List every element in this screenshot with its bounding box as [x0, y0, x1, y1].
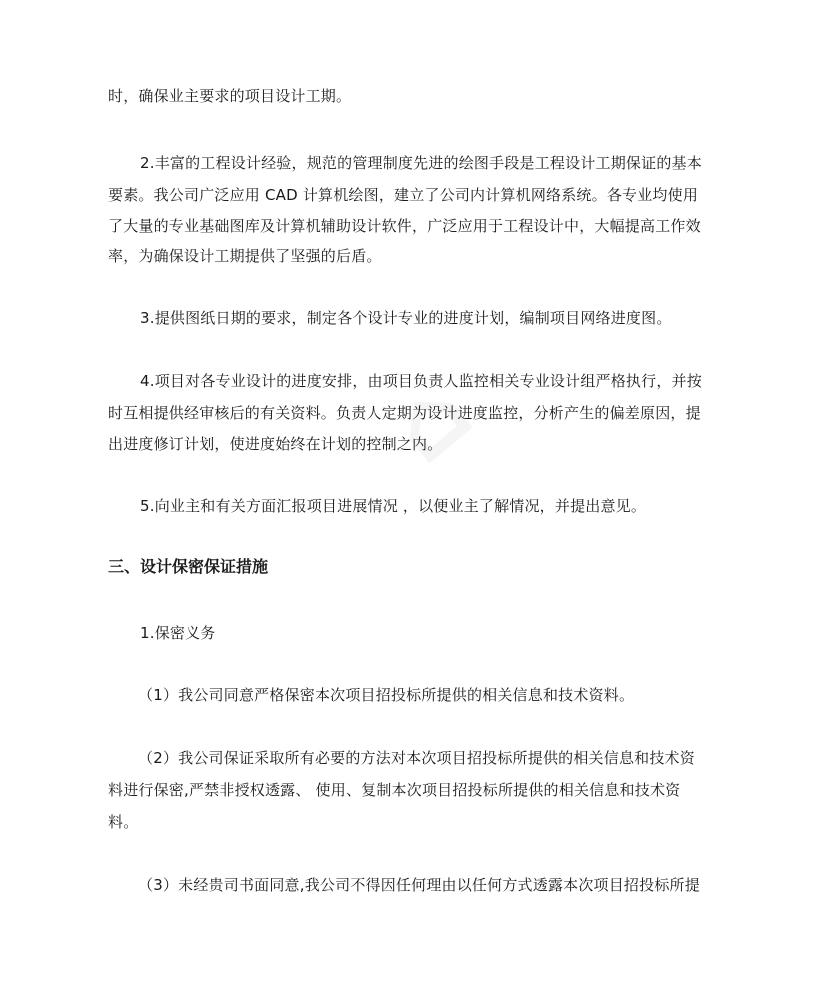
text-line: 料进行保密,严禁非授权透露、 使用、复制本次项目招投标所提供的相关信息和技术资 — [108, 781, 681, 799]
text-line: 出进度修订计划，使进度始终在计划的控制之内。 — [108, 435, 443, 453]
text-line: 要素。我公司广泛应用 CAD 计算机绘图，建立了公司内计算机网络系统。各专业均使用 — [108, 186, 699, 204]
text-line: 1.保密义务 — [140, 624, 216, 642]
text-line: 料。 — [108, 813, 139, 831]
watermark: ⌂ — [367, 355, 493, 485]
text-line: 时互相提供经审核后的有关资料。负责人定期为设计进度监控，分析产生的偏差原因，提 — [108, 404, 701, 422]
text-line: 了大量的专业基础图库及计算机辅助设计软件，广泛应用于工程设计中，大幅提高工作效 — [108, 217, 701, 235]
text-line: 率，为确保设计工期提供了坚强的后盾。 — [108, 247, 382, 265]
text-line: 5.向业主和有关方面汇报项目进展情况 ，以便业主了解情况，并提出意见。 — [140, 497, 647, 515]
section-heading: 三、设计保密保证措施 — [108, 557, 269, 576]
text-line: 时，确保业主要求的项目设计工期。 — [108, 87, 352, 105]
text-line: 3.提供图纸日期的要求，制定各个设计专业的进度计划，编制项目网络进度图。 — [140, 309, 672, 327]
text-line: （1）我公司同意严格保密本次项目招投标所提供的相关信息和技术资料。 — [138, 686, 635, 704]
text-line: 2.丰富的工程设计经验，规范的管理制度先进的绘图手段是工程设计工期保证的基本 — [140, 154, 702, 172]
text-line: 4.项目对各专业设计的进度安排，由项目负责人监控相关专业设计组严格执行，并按 — [140, 372, 702, 390]
text-line: （2）我公司保证采取所有必要的方法对本次项目招投标所提供的相关信息和技术资 — [138, 749, 695, 767]
text-line: （3）未经贵司书面同意,我公司不得因任何理由以任何方式透露本次项目招投标所提 — [138, 876, 700, 894]
